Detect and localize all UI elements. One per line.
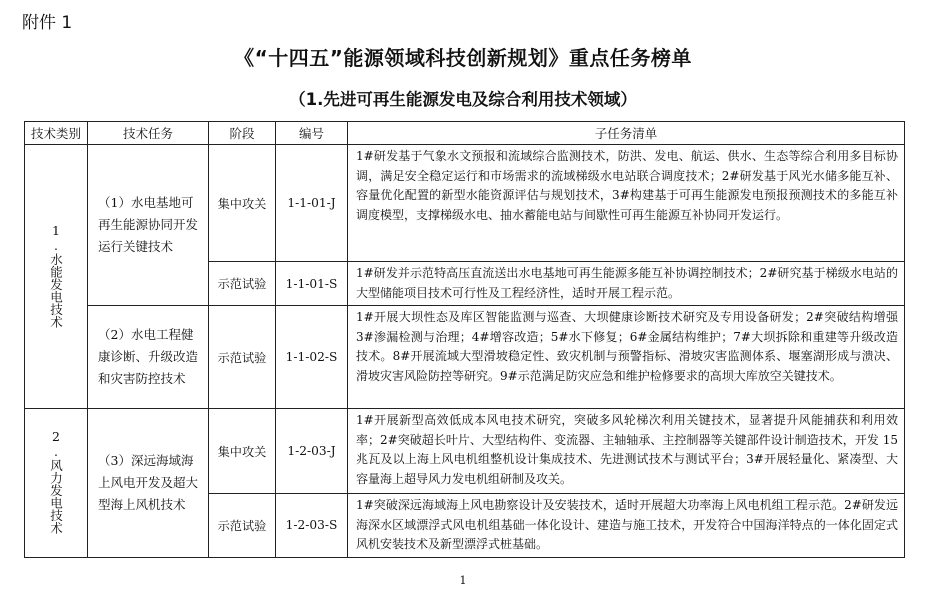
code-cell: 1-2-03-S [276,494,348,558]
table-row [25,145,905,262]
category-cell [25,145,88,409]
subtask-cell: 1#开展新型高效低成本风电技术研究，突破多风轮梯次利用关键技术，显著提升风能捕获和利用效率；2#突破超长叶片、大型结构件、变流器、主轴轴承、主控制器等关键部件设计制造技术，开发 15 兆瓦及以上海上风电机组整机设计集成技术、先进测试技术与测试平台；3#开展轻量化、紧凑型、大容量海上超导风力发电机组研制及攻关。 [348,409,905,494]
header-category: 技术类别 [25,122,88,145]
subtask-cell: 1#突破深远海域海上风电勘察设计及安装技术，适时开展超大功率海上风电机组工程示范。2#研发远海深水区域漂浮式风电机组基础一体化设计、建造与施工技术，开发符合中国海洋特点的一体化固定式风机安装技术及新型漂浮式桩基础。 [348,494,905,558]
subtask-cell: 1#研发基于气象水文预报和流域综合监测技术，防洪、发电、航运、供水、生态等综合利用多目标协调，满足安全稳定运行和市场需求的流域梯级水电站联合调度技术；2#研发基于风光水储多能互补、容量优化配置的新型水能资源评估与规划技术，3#构建基于可再生能源发电预报预测技术的多能互补调度模型，支撑梯级水电、抽水蓄能电站与间歇性可再生能源互补协同开发运行。 [348,145,905,262]
table-row [25,306,905,409]
code-cell: 1-1-01-S [276,262,348,306]
task-cell: （3）深远海域海上风电开发及超大型海上风机技术 [88,409,209,558]
code-cell: 1-1-02-S [276,306,348,409]
category-label: 2.风力发电技术 [48,428,64,534]
header-task: 技术任务 [88,122,209,145]
document-title: 《“十四五”能源领域科技创新规划》重点任务榜单 [234,46,692,70]
task-cell: （2）水电工程健康诊断、升级改造和灾害防控技术 [88,306,209,409]
document-subtitle: （1.先进可再生能源发电及综合利用技术领域） [289,90,637,109]
stage-cell: 示范试验 [209,494,276,558]
stage-cell: 集中攻关 [209,409,276,494]
code-cell: 1-2-03-J [276,409,348,494]
category-label: 1.水能发电技术 [48,222,64,328]
stage-cell: 示范试验 [209,306,276,409]
table-row [25,409,905,494]
stage-cell: 示范试验 [209,262,276,306]
attachment-label: 附件 1 [22,13,73,33]
subtask-cell: 1#研发并示范特高压直流送出水电基地可再生能源多能互补协调控制技术；2#研究基于梯级水电站的大型储能项目技术可行性及工程经济性，适时开展工程示范。 [348,262,905,306]
task-table [24,121,905,558]
stage-cell: 集中攻关 [209,145,276,262]
table-header-row [25,122,905,145]
page-number: 1 [459,574,467,587]
header-subtasks: 子任务清单 [348,122,905,145]
header-stage: 阶段 [209,122,276,145]
task-cell: （1）水电基地可再生能源协同开发运行关键技术 [88,145,209,306]
subtask-cell: 1#开展大坝性态及库区智能监测与巡查、大坝健康诊断技术研究及专用设备研发；2#突破结构增强 3#渗漏检测与治理；4#增容改造；5#水下修复；6#金属结构维护；7#大坝拆除和重建等升级改造技术。8#开展流域大型滑坡稳定性、致灾机制与预警指标、滑坡灾害监测体系、堰塞湖形成与溃决、滑坡灾害风险防控等研究。9#示范满足防灾应急和维护检修要求的高坝大库放空关键技术。 [348,306,905,409]
code-cell: 1-1-01-J [276,145,348,262]
header-code: 编号 [276,122,348,145]
category-cell [25,409,88,558]
